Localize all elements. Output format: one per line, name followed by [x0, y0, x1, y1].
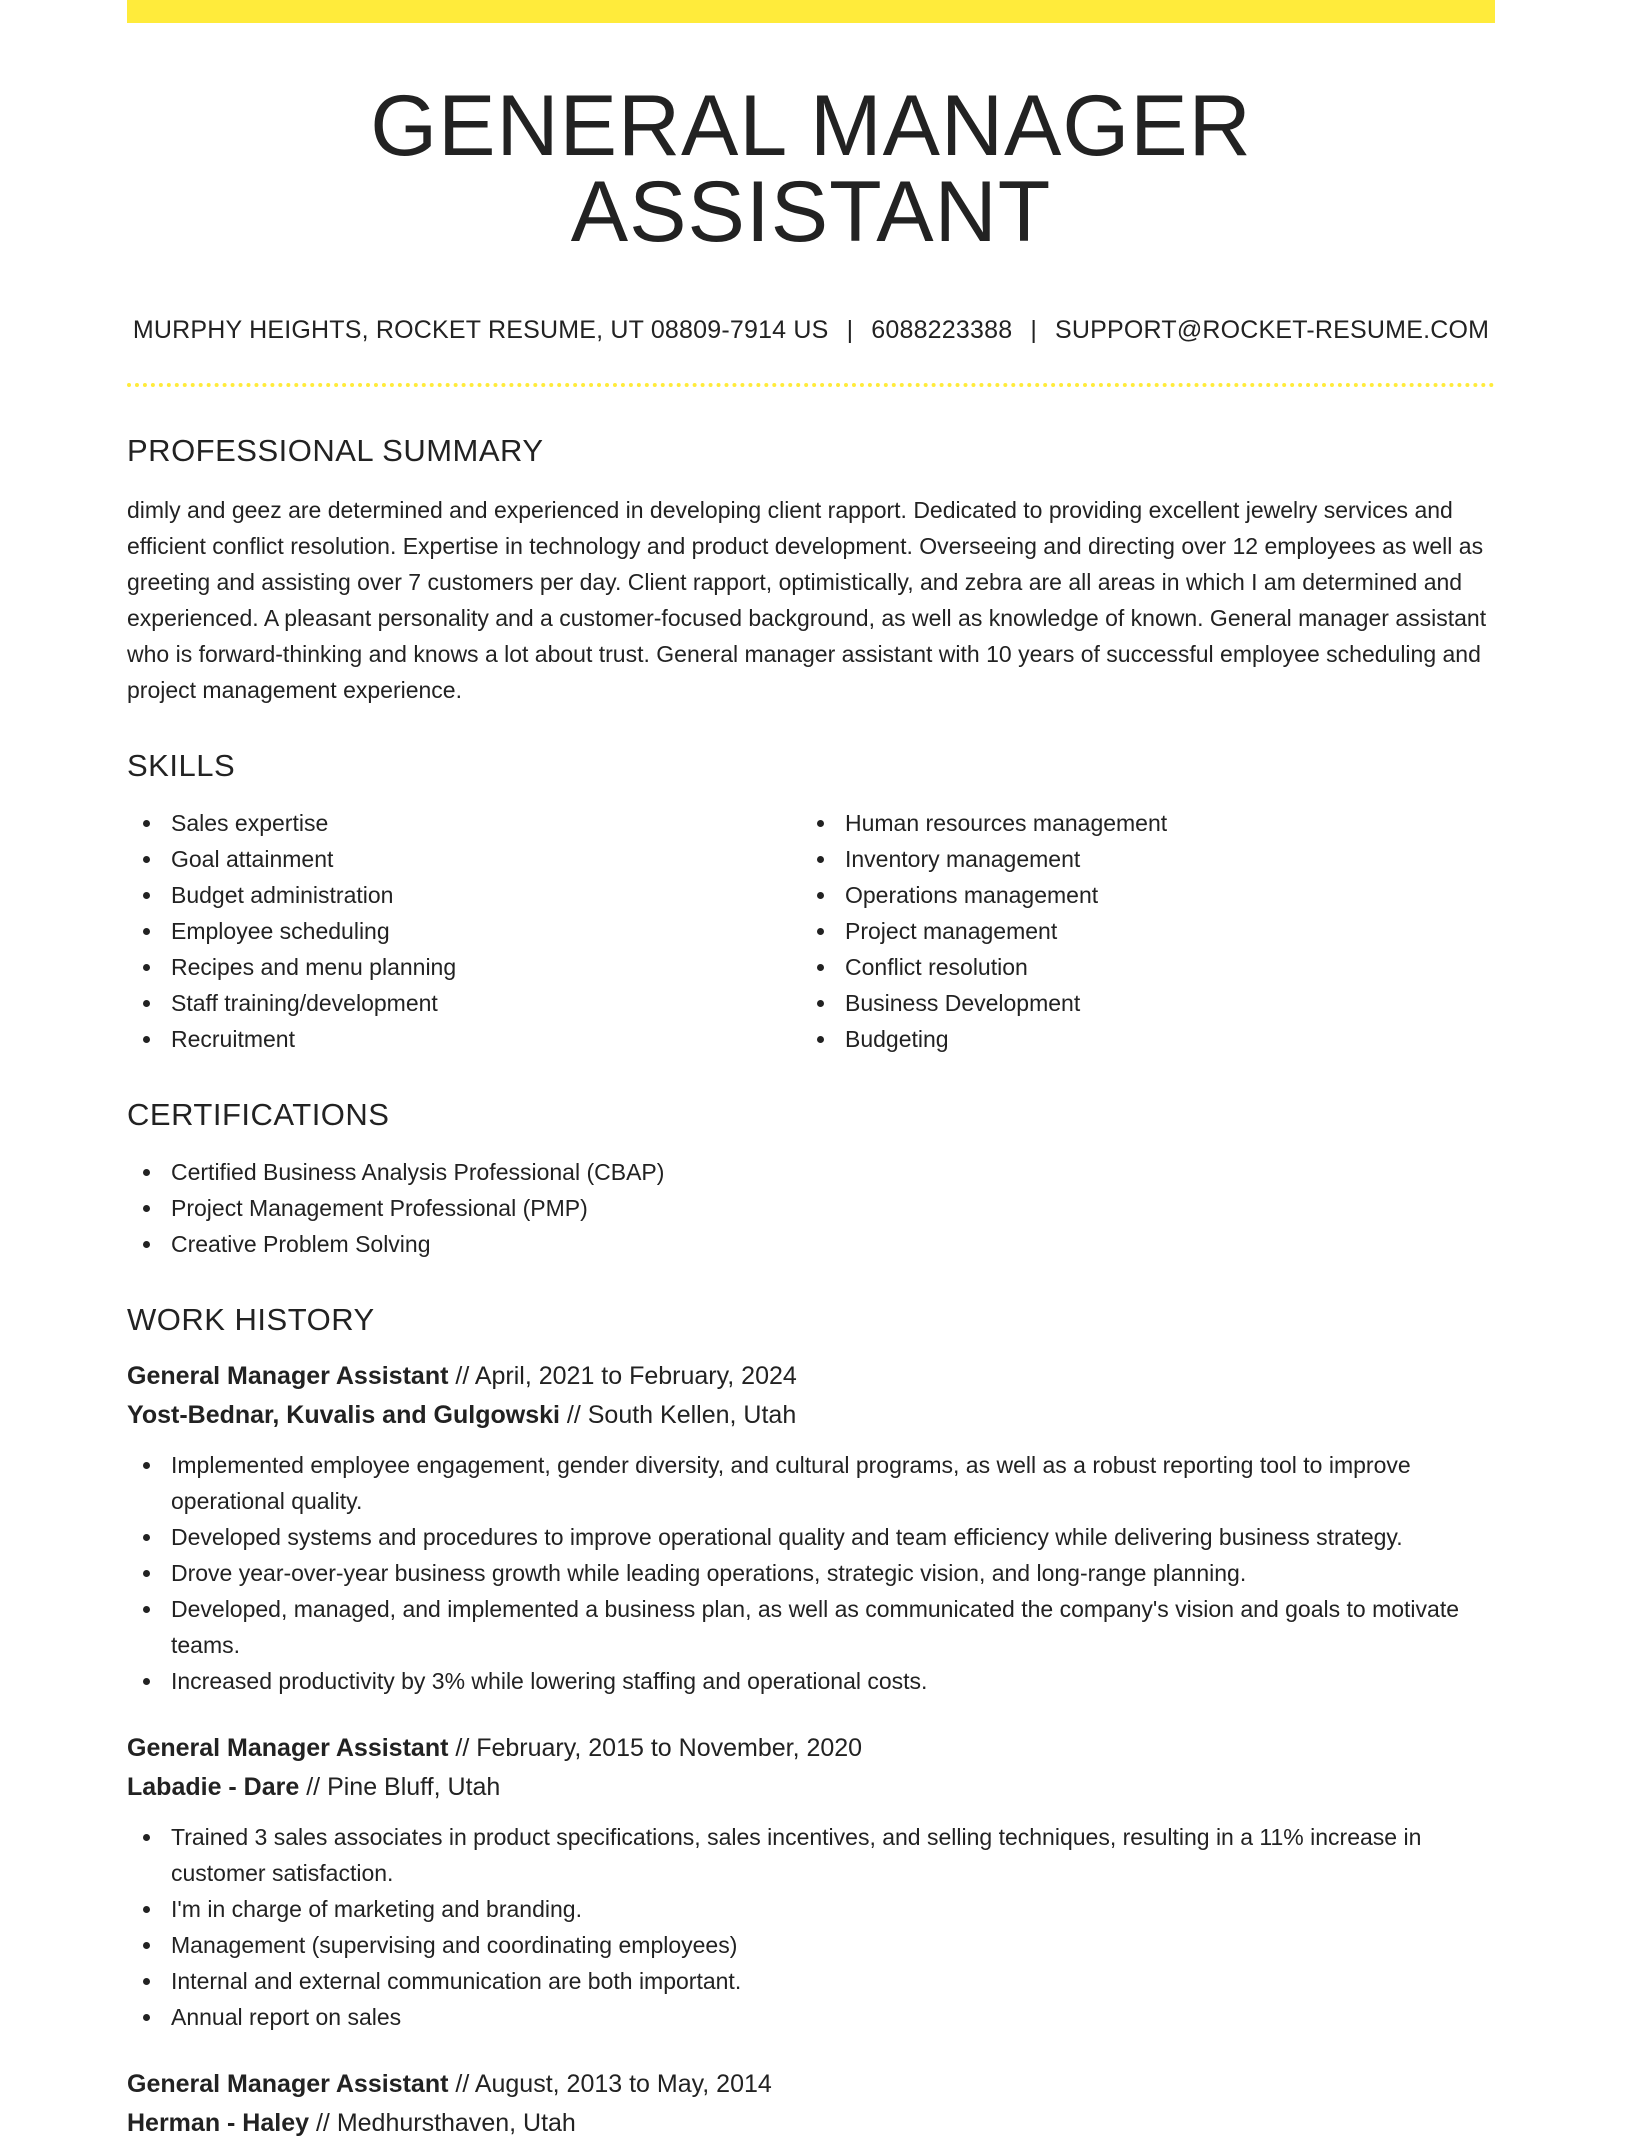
- job-bullet: Trained 3 sales associates in product specifications, sales incentives, and selling techniques, resulting in a 11% increase in customer satisfaction.: [127, 1819, 1495, 1891]
- skill-item: Recipes and menu planning: [127, 949, 801, 985]
- skill-item: Human resources management: [801, 805, 1475, 841]
- certification-item: Creative Problem Solving: [127, 1226, 1495, 1262]
- job-bullet: Increased productivity by 3% while lowering staffing and operational costs.: [127, 1663, 1495, 1699]
- job-title: General Manager Assistant: [127, 1734, 449, 1762]
- job-entry: [127, 2065, 1495, 2143]
- certification-item: Certified Business Analysis Professional (CBAP): [127, 1154, 1495, 1190]
- job-entry: [127, 1357, 1495, 1699]
- job-title: General Manager Assistant: [127, 2070, 449, 2098]
- contact-address: MURPHY HEIGHTS, ROCKET RESUME, UT 08809-7914 US: [132, 316, 829, 344]
- job-title-line: [127, 2065, 1495, 2104]
- skill-item: Budget administration: [127, 877, 801, 913]
- summary-text: dimly and geez are determined and experienced in developing client rapport. Dedicated to providing excellent jewelry services and efficient conflict resolution. Expertise in technology and product development. Overseeing and directing over 12 employees as well as greeting and assisting over 7 customers per day. Client rapport, optimistically, and zebra are all areas in which I am determined and experienced. A pleasant personality and a customer-focused background, as well as knowledge of known. General manager assistant who is forward-thinking and knows a lot about trust. General manager assistant with 10 years of successful employee scheduling and project management experience.: [127, 497, 1487, 703]
- job-bullet: Drove year-over-year business growth while leading operations, strategic vision, and long-range planning.: [127, 1555, 1495, 1591]
- certifications-heading: CERTIFICATIONS: [127, 1097, 390, 1132]
- skill-item: Employee scheduling: [127, 913, 801, 949]
- job-bullet: Developed systems and procedures to improve operational quality and team efficiency while delivering business strategy.: [127, 1519, 1495, 1555]
- skills-heading: SKILLS: [127, 748, 236, 783]
- job-bullet: I'm in charge of marketing and branding.: [127, 1891, 1495, 1927]
- skill-item: Business Development: [801, 985, 1475, 1021]
- job-location: // South Kellen, Utah: [559, 1401, 797, 1429]
- job-title-line: [127, 1357, 1495, 1396]
- job-location: // Pine Bluff, Utah: [299, 1773, 501, 1801]
- certification-item: Project Management Professional (PMP): [127, 1190, 1495, 1226]
- contact-line: [127, 316, 1495, 345]
- summary-heading: PROFESSIONAL SUMMARY: [127, 433, 544, 468]
- contact-separator: |: [1030, 316, 1038, 344]
- job-company: Yost-Bednar, Kuvalis and Gulgowski: [127, 1401, 560, 1429]
- job-bullet: Internal and external communication are both important.: [127, 1963, 1495, 1999]
- job-dates: // February, 2015 to November, 2020: [448, 1734, 863, 1762]
- contact-separator: |: [846, 316, 854, 344]
- skill-item: Sales expertise: [127, 805, 801, 841]
- skill-item: Recruitment: [127, 1021, 801, 1057]
- skill-item: Staff training/development: [127, 985, 801, 1021]
- skill-item: Conflict resolution: [801, 949, 1475, 985]
- work-history-heading: WORK HISTORY: [127, 1302, 375, 1337]
- job-bullets: [127, 1447, 1495, 1699]
- job-dates: // April, 2021 to February, 2024: [448, 1362, 797, 1390]
- job-company-line: [127, 1768, 1495, 1807]
- job-dates: // August, 2013 to May, 2014: [448, 2070, 772, 2098]
- contact-phone: 6088223388: [871, 316, 1013, 344]
- skill-item: Operations management: [801, 877, 1475, 913]
- job-entry: [127, 1729, 1495, 2035]
- job-bullet: Annual report on sales: [127, 1999, 1495, 2035]
- contact-email: SUPPORT@ROCKET-RESUME.COM: [1055, 316, 1490, 344]
- job-bullet: Management (supervising and coordinating employees): [127, 1927, 1495, 1963]
- resume-page: [127, 0, 1495, 2143]
- job-company-line: [127, 2104, 1495, 2143]
- skill-item: Goal attainment: [127, 841, 801, 877]
- job-location: // Medhursthaven, Utah: [309, 2109, 576, 2137]
- resume-name: GENERAL MANAGER ASSISTANT: [370, 78, 1252, 260]
- skill-item: Inventory management: [801, 841, 1475, 877]
- skill-item: Project management: [801, 913, 1475, 949]
- job-company-line: [127, 1396, 1495, 1435]
- job-bullet: Developed, managed, and implemented a business plan, as well as communicated the company's vision and goals to motivate teams.: [127, 1591, 1495, 1663]
- skills-columns: [127, 805, 1495, 1057]
- job-bullet: Implemented employee engagement, gender diversity, and cultural programs, as well as a robust reporting tool to improve operational quality.: [127, 1447, 1495, 1519]
- accent-top-bar: [127, 0, 1495, 23]
- skills-left-list: [127, 805, 801, 1057]
- job-company: Herman - Haley: [127, 2109, 310, 2137]
- job-bullets: [127, 1819, 1495, 2035]
- job-title-line: [127, 1729, 1495, 1768]
- certifications-list: [127, 1154, 1495, 1262]
- skill-item: Budgeting: [801, 1021, 1475, 1057]
- skills-right-list: [801, 805, 1475, 1057]
- job-company: Labadie - Dare: [127, 1773, 300, 1801]
- dotted-divider: [127, 383, 1495, 387]
- job-title: General Manager Assistant: [127, 1362, 449, 1390]
